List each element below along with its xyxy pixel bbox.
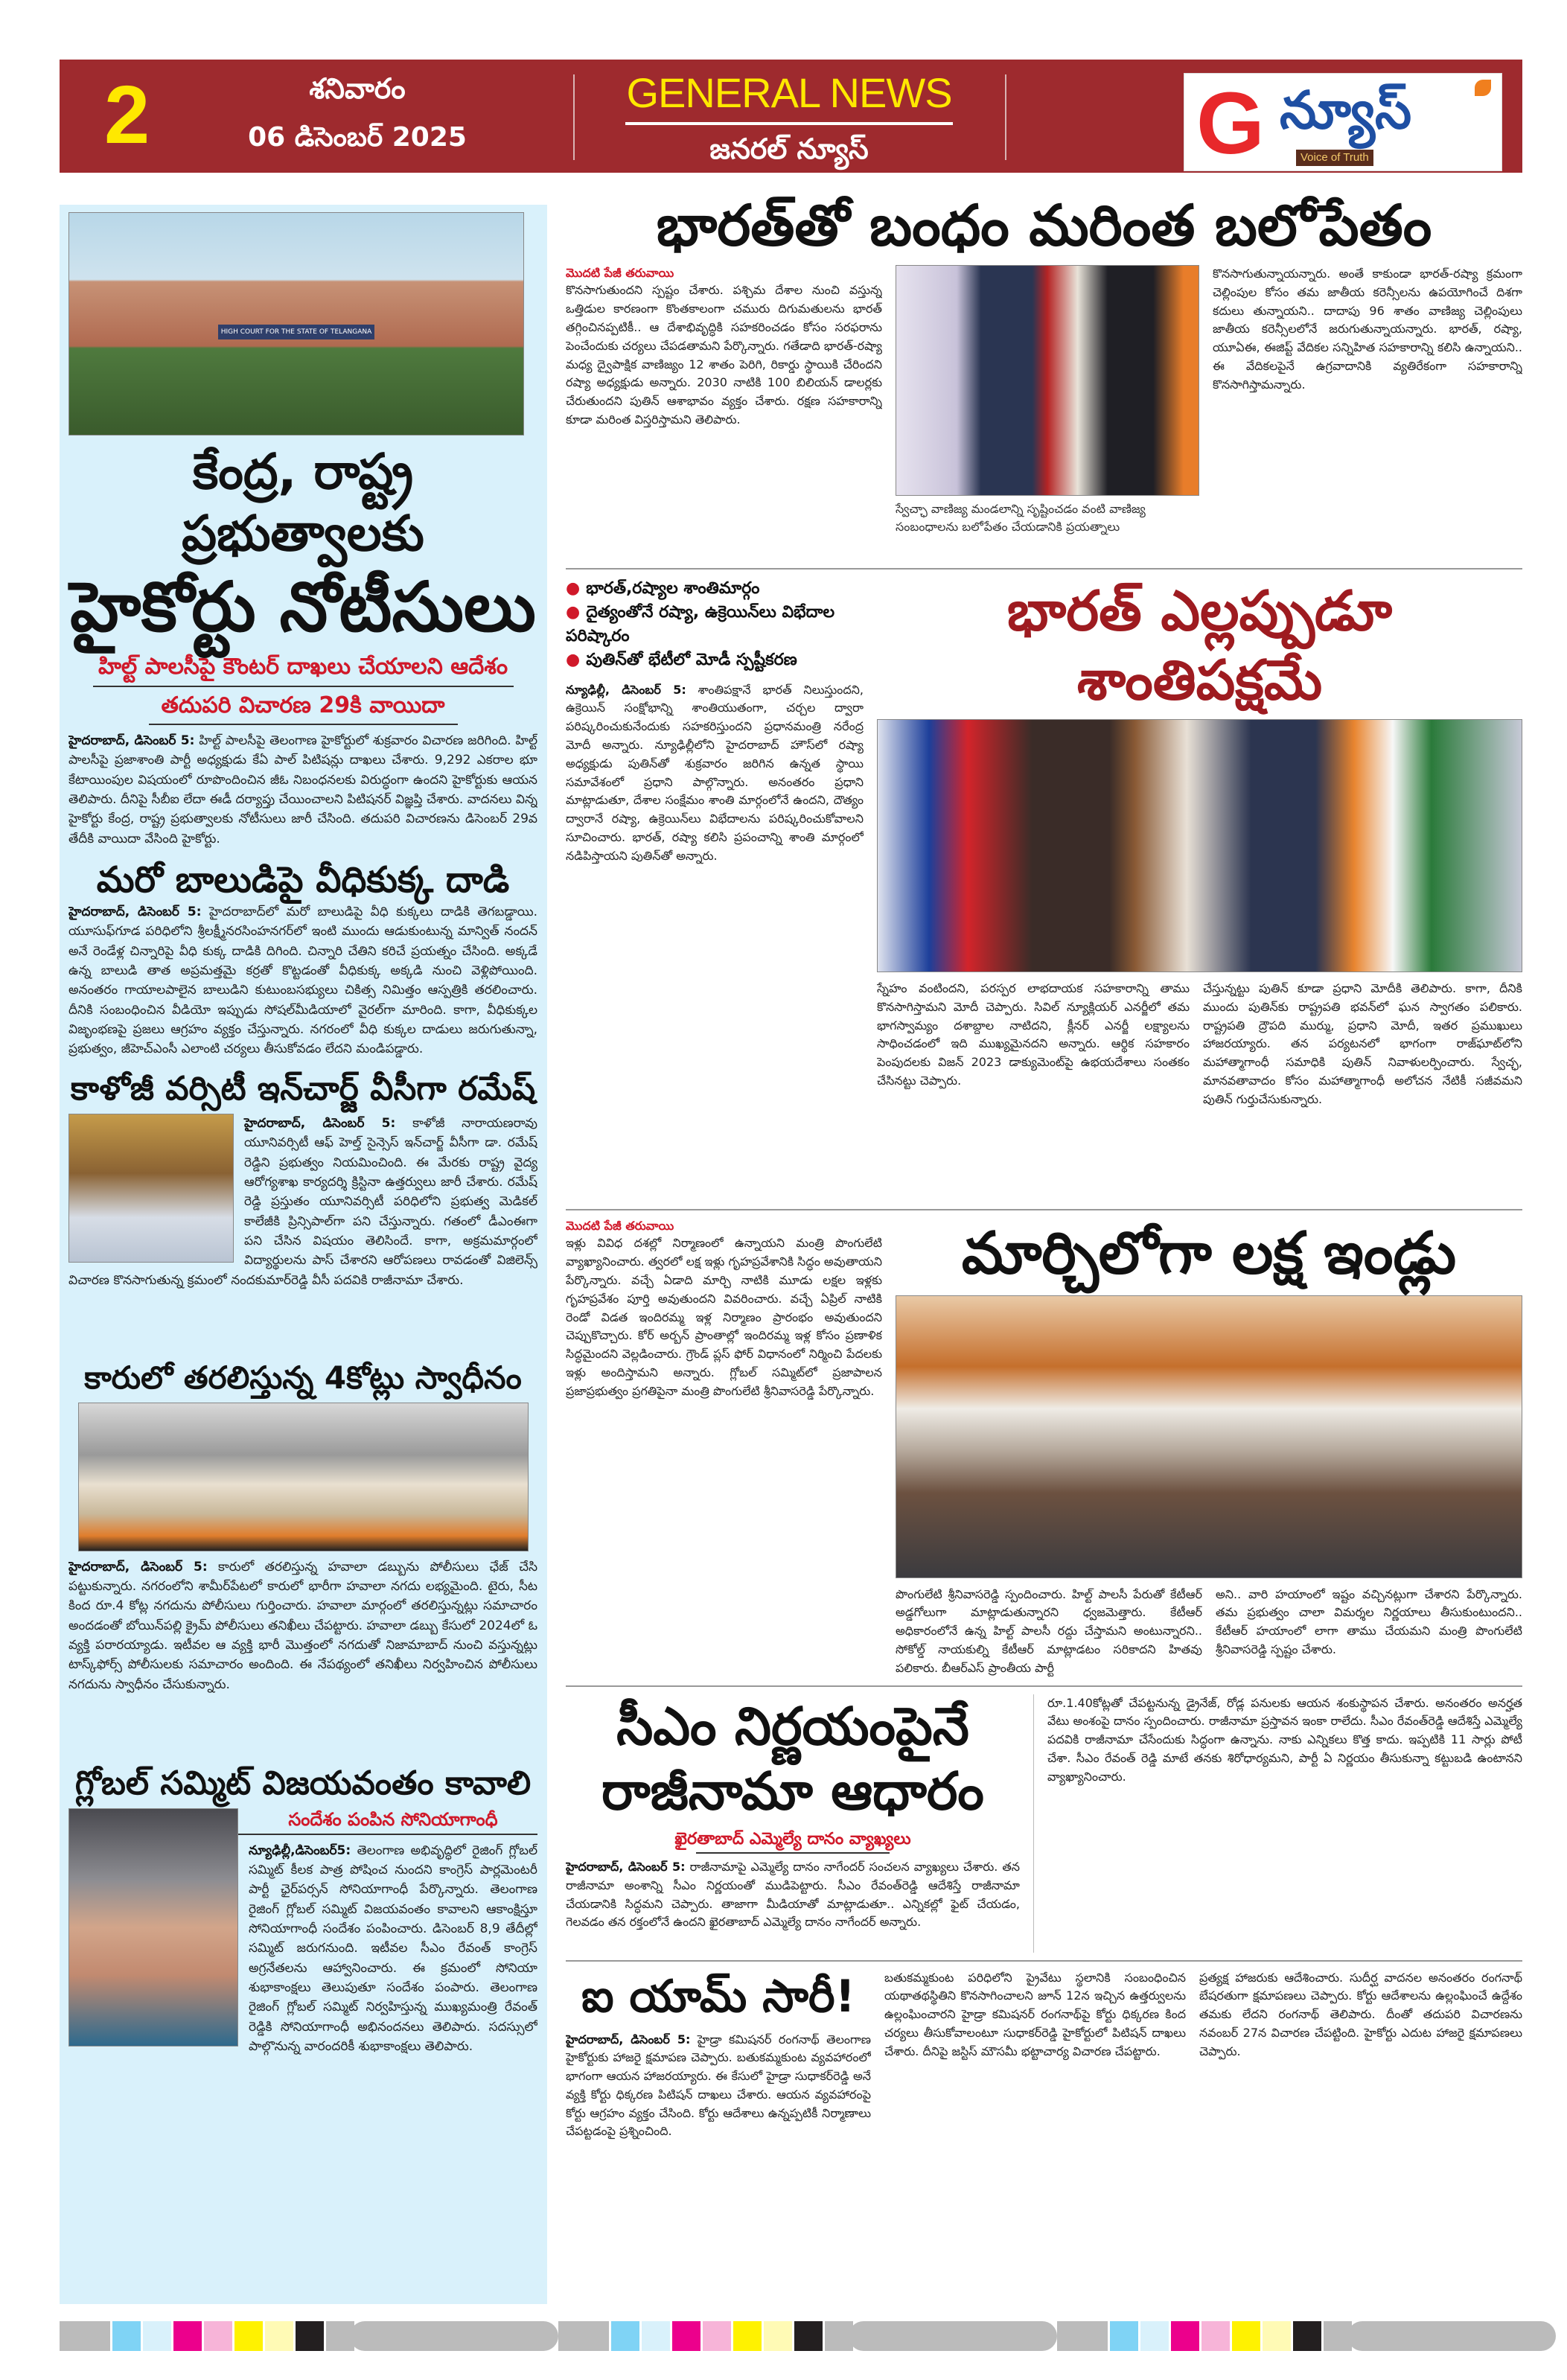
page-number: 2 xyxy=(104,69,150,161)
day: శనివారం xyxy=(309,72,406,105)
article-body xyxy=(68,1557,537,1754)
subheadline: హిల్ట్ పాలసీపై కౌంటర్ దాఖలు చేయాలని ఆదేశం xyxy=(98,654,508,680)
divider xyxy=(566,568,1522,570)
headline: హైకోర్టు నోటీసులు xyxy=(70,567,536,647)
article-body: అని.. వారి హయాంలో ఇష్టం వచ్చినట్లుగా చేశారని పేర్కొన్నారు. తమ ప్రభుత్వం చాలా విమర్శల నిర్ణయాలు తీసుకుంటుందని.. కేటీఆర్ హయాంలో లాగా తాము చేయమని మంత్రి పొంగులేటి శ్రీనివాసరెడ్డి స్పష్టం చేశారు. xyxy=(1216,1586,1522,1656)
divider xyxy=(93,686,514,687)
color-swatch xyxy=(764,2321,792,2351)
highlight-item: ● పుతిన్‌తో భేటీలో మోడీ స్పష్టీకరణ xyxy=(566,650,797,669)
article-body: రూ.1.40కోట్లతో చేపట్టనున్న డ్రైనేజ్, రోడ్ల పనులకు ఆయన శంకుస్థాపన చేశారు. అనంతరం అనర్హత వేటు అంశంపై దానం స్పందించారు. రాజీనామా ప్రస్తావన ఇంకా రాలేదు. సీఎం రేవంత్‌రెడ్డి ఆదేశిస్తే ఎమ్మెల్యే పదవికి రాజీనామా చేసేందుకు సిద్ధంగా ఉన్నాను. నాకు ఎన్నికలు కొత్త కాదు. ఇప్పటికి 11 సార్లు పోటీ చేశా. సీఎం రేవంత్ రెడ్డి మాటే తనకు శిరోధార్యమని, పార్టీ ఏ నిర్ణయం తీసుకున్నా కట్టుబడి ఉంటానని వ్యాఖ్యానించారు. xyxy=(1047,1695,1522,1784)
highlight-item: ● భారత్,రష్యాల శాంతిమార్గం xyxy=(566,579,760,598)
color-swatch xyxy=(143,2321,171,2351)
article-body xyxy=(68,1114,537,1350)
color-bar xyxy=(558,2321,855,2351)
logo-tagline: Voice of Truth xyxy=(1296,150,1373,166)
divider xyxy=(566,1685,1522,1687)
color-swatch xyxy=(112,2321,141,2351)
left-column-content xyxy=(68,212,537,2162)
color-swatch xyxy=(234,2321,263,2351)
seized-cash-photo xyxy=(78,1403,529,1551)
color-bar xyxy=(1057,2321,1354,2351)
high-court-photo xyxy=(68,212,524,436)
color-swatch xyxy=(1232,2321,1260,2351)
subheadline: ఖైరతాబాద్ ఎమ్మెల్యే దానం వ్యాఖ్యలు xyxy=(674,1829,911,1848)
color-swatch xyxy=(733,2321,762,2351)
color-bar xyxy=(60,2321,357,2351)
color-swatch xyxy=(1201,2321,1230,2351)
divider xyxy=(696,1852,890,1854)
color-swatch xyxy=(794,2321,823,2351)
divider xyxy=(1033,1694,1034,1953)
color-swatch xyxy=(60,2321,110,2351)
article-text: తెలంగాణ అభివృద్ధిలో రైజింగ్ గ్లోబల్ సమ్మిట్ కీలక పాత్ర పోషించ నుందని కాంగ్రెస్ పార్లమెంటరీ పార్టీ ఛైర్‌పర్సన్ సోనియాగాంధీ పేర్కొన్నారు. తెలంగాణ రైజింగ్ గ్లోబల్ సమ్మిట్ విజయవంతం కావాలని ఆకాంక్షిస్తూ సోనియాగాంధీ సందేశం పంపించారు. డిసెంబర్ 8,9 తేదీల్లో సమ్మిట్ జరుగనుంది. ఇటీవల సీఎం రేవంత్ కాంగ్రెస్ అగ్రనేతలను ఆహ్వానించారు. ఈ క్రమంలో సోనియా శుభాకాంక్షలు తెలుపుతూ సందేశం పంపారు. తెలంగాణ రైజింగ్ గ్లోబల్ సమ్మిట్ నిర్వహిస్తున్న ముఖ్యమంత్రి రేవంత్ రెడ్డికి సోనియాగాంధీ అభినందనలు తెలిపారు. సదస్సులో పాల్గొనున్న వారందరికీ శుభాకాంక్షలు తెలిపారు. xyxy=(249,1843,537,2054)
section-title-en: GENERAL NEWS xyxy=(626,69,952,116)
highlights-list xyxy=(566,577,864,672)
divider xyxy=(1005,74,1006,160)
housing-meeting-photo xyxy=(896,1295,1522,1578)
dateline: హైదరాబాద్, డిసెంబర్ 5: xyxy=(68,733,195,748)
article-body xyxy=(566,681,864,1202)
headline: భారత్ ఎల్లప్పుడూ శాంతిపక్షమే xyxy=(1006,579,1393,712)
headline: సీఎం నిర్ణయంపైనే xyxy=(616,1695,969,1757)
main-column xyxy=(566,190,1522,2209)
date: 06 డిసెంబర్ 2025 xyxy=(248,122,467,153)
dateline: హైదరాబాద్, డిసెంబర్ 5: xyxy=(244,1116,396,1131)
article-text: శాంతిపక్షానే భారత్ నిలుస్తుందని, ఉక్రెయిన్ సంక్షోభాన్ని శాంతియుతంగా, చర్చల ద్వారా పరిష్కరించుకునేందుకు సహకరిస్తుందని ప్రధానమంత్రి నరేంద్ర మోదీ అన్నారు. న్యూఢిల్లీలోని హైదరాబాద్ హౌస్‌లో రష్యా అధ్యక్షుడు పుతిన్‌తో శుక్రవారం జరిగిన ఉన్నత స్థాయి సమావేశంలో ప్రధాని పాల్గొన్నారు. అనంతరం ప్రధాని మాట్లాడుతూ, దేశాల సంక్షేమం శాంతి మార్గంలోనే ఉందని, దౌత్యం ద్వారానే రష్యా, ఉక్రెయిన్‌లు విభేదాలను పరిష్కరించుకోవాలని సూచించారు. భారత్, రష్యా కలిసి ప్రపంచాన్ని శాంతి మార్గంలో నడిపిస్తాయని పుతిన్‌తో అన్నారు. xyxy=(566,682,864,863)
article-body: ఇళ్లు వివిధ దశల్లో నిర్మాణంలో ఉన్నాయని మంత్రి పొంగులేటి వ్యాఖ్యానించారు. త్వరలో లక్ష ఇళ్లు గృహప్రవేశానికి సిద్ధం అవుతాయని పేర్కొన్నారు. వచ్చే ఏడాది మార్చి నాటికి మూడు లక్షల ఇళ్లకు గృహప్రవేశం పూర్తి అవుతుందని వివరించారు. వచ్చే ఏప్రిల్ నాటికి రెండో విడత ఇందిరమ్మ ఇళ్ల నిర్మాణం ప్రారంభం అవుతుందని చెప్పుకొచ్చారు. కోర్ అర్బన్ ప్రాంతాల్లో ఇందిరమ్మ ఇళ్ల కోసం ప్రణాళిక సిద్ధమైందని వెల్లడించారు. గ్రౌండ్ ప్లస్ ఫోర్ విధానంలో నిర్మించి పేదలకు ఇళ్లు అందిస్తామని అన్నారు. గ్లోబల్ సమ్మిట్‌లో ప్రజాపాలన ప్రజాప్రభుత్వం ప్రగతిపైనా మంత్రి పొంగులేటి శ్రీనివాసరెడ్డి పేర్కొన్నారు. xyxy=(566,1236,882,1398)
article-body: ప్రత్యక్ష హాజరుకు ఆదేశించారు. సుదీర్ఘ వాదనల అనంతరం రంగనాథ్ బేషరతుగా క్షమాపణలు చెప్పారు. కోర్టు ఆదేశాలను ఉల్లంఘించే ఉద్దేశం తమకు లేదని రంగనాథ్ తెలిపారు. దీంతో తదుపరి విచారణను నవంబర్ 27న విచారణ చేపట్టింది. హైకోర్టు ఎదుట హాజరై క్షమాపణలు చెప్పారు. xyxy=(1199,1970,1522,2058)
subheadline: తదుపరి విచారణ 29కి వాయిదా xyxy=(161,692,445,718)
article-text: కాళోజీ నారాయణరావు యూనివర్సిటీ ఆఫ్ హెల్త్ సైన్సెస్ ఇన్‌చార్జ్ వీసీగా డా. రమేష్ రెడ్డిని ప్రభుత్వం నియమించింది. ఈ మేరకు రాష్ట్ర వైద్య ఆరోగ్యశాఖ కార్యదర్శి క్రిస్టినా ఉత్తర్వులు జారీ చేశారు. రమేష్ రెడ్డి ప్రస్తుతం యూనివర్సిటీ పరిధిలోని ప్రభుత్వ మెడికల్ కాలేజీకి ప్రిన్సిపాల్‌గా పని చేస్తున్నారు. గతంలో డీఎంఈగా పని చేసిన విషయం తెలిసిందే. కాగా, అక్రమమార్గంలో విద్యార్థులను పాస్ చేశారని ఆరోపణలు రావడంతో విజిలెన్స్ విచారణ కొనసాగుతున్న క్రమంలో నందకుమార్‌రెడ్డి వీసీ పదవికి రాజీనామా చేశారు. xyxy=(68,1116,537,1288)
color-swatch xyxy=(642,2321,670,2351)
dateline: న్యూఢిల్లీ, డిసెంబర్ 5: xyxy=(566,682,686,697)
color-swatch xyxy=(672,2321,700,2351)
dateline: హైదరాబాద్, డిసెంబర్ 5: xyxy=(566,2032,691,2046)
headline: గ్లోబల్ సమ్మిట్ విజయవంతం కావాలి xyxy=(74,1764,532,1802)
logo-letter: G xyxy=(1196,74,1265,171)
subheadline: సందేశం పంపిన సోనియాగాంధీ xyxy=(68,1808,537,1835)
color-swatch xyxy=(173,2321,202,2351)
article-body: కొనసాగుతుందని స్పష్టం చేశారు. పశ్చిమ దేశాల నుంచి వస్తున్న ఒత్తిడుల కారణంగా కొంతకాలంగా చమురు దిగుమతులను భారత్ తగ్గించినప్పటికీ.. ఆ దేశాభివృద్ధికి సహకరించడం కోసం సరఫరాను పెంచేందుకు చర్యలు చేపడతామని పేర్కొన్నారు. గతేడాది భారత్-రష్యా మధ్య ద్వైపాక్షిక వాణిజ్యం 12 శాతం పెరిగి, రికార్డు స్థాయికి చేరిందని రష్యా అధ్యక్షుడు అన్నారు. 2030 నాటికి 100 బిలియన్ డాలర్లకు చేరుతుందని పుతిన్ ఆశాభావం వ్యక్తం చేశారు. రక్షణ సహకారాన్ని కూడా మరింత విస్తరిస్తామని తెలిపారు. xyxy=(566,283,882,427)
color-swatch xyxy=(1263,2321,1291,2351)
logo xyxy=(1184,73,1502,171)
divider xyxy=(149,724,458,725)
article-text: కారులో తరలిస్తున్న హవాలా డబ్బును పోలీసులు ఛేజ్ చేసి పట్టుకున్నారు. నగరంలోని శామీర్‌పేటలో కారులో భారీగా హవాలా నగదు లభ్యమైంది. టైరు, సీట కింద రూ.4 కోట్ల నగదును పోలీసులు గుర్తించారు. హవాలా మార్గంలో తరలిస్తున్నట్లు సమాచారం అందడంతో బోయిన్‌పల్లి క్రైమ్ పోలీసులు తనిఖీలు చేపట్టారు. హవాలా డబ్బు కేసులో 2024లో ఓ వ్యక్తి పరారయ్యాడు. ఇటీవల ఆ వ్యక్తి భారీ మొత్తంలో నగదుతో నిజామాబాద్ నుంచి వస్తున్నట్లు టాస్క్‌ఫోర్స్ పోలీసులకు సమాచారం అందింది. ఈ నేపథ్యంలో తనిఖీలు నిర్వహించిన పోలీసులు నగదును స్వాధీనం చేసుకున్నారు. xyxy=(68,1559,537,1692)
kicker: మొదటి పేజీ తరువాయి xyxy=(566,266,674,280)
color-swatch xyxy=(1171,2321,1199,2351)
highlight-item: ● దైత్యంతోనే రష్యా, ఉక్రెయిన్‌లు విభేదాల పరిష్కారం xyxy=(566,602,835,645)
article-body: పొంగులేటి శ్రీనివాసరెడ్డి స్పందించారు. హిల్ట్ పాలసీ పేరుతో కేటీఆర్ అడ్డగోలుగా మాట్లాడుతున్నారని ధ్వజమెత్తారు. కేటీఆర్ అధికారంలోనే ఉన్న హిల్ట్ పాలసీ రద్దు చేస్తామని అంటున్నారని.. సోకోల్డ్ నాయకుల్ని కేటీఆర్ మాట్లాడటం సరికాదని హితవు పలికారు. బీఆర్ఎస్ ప్రాంతీయ పార్టీ xyxy=(896,1586,1202,1675)
color-swatch xyxy=(611,2321,639,2351)
color-swatch xyxy=(1057,2321,1108,2351)
article-body: బతుకమ్మకుంట పరిధిలోని ప్రైవేటు స్థలానికి సంబంధించిన యథాతథస్థితిని కొనసాగించాలని జూన్ 12న ఇచ్చిన ఉత్తర్వులను ఉల్లంఘించారని హైడ్రా కమిషనర్ రంగనాథ్‌పై కోర్టు ధిక్కరణ కింద చర్యలు తీసుకోవాలంటూ సుధాకర్‌రెడ్డి హైకోర్టులో పిటిషన్ దాఖలు చేశారు. దీనిపై జస్టిస్ మౌసమీ భట్టాచార్య విచారణ చేపట్టారు. xyxy=(884,1970,1186,2058)
article-text: హైదరాబాద్‌లో మరో బాలుడిపై వీధి కుక్కలు దాడికి తెగబడ్డాయి. యూసుఫ్‌గూడ పరిధిలోని శ్రీలక్ష్మీనరసింహనగర్‌లో ఇంటి ముందు ఆడుకుంటున్న మాన్విత్ నందన్ అనే రెండేళ్ల చిన్నారిపై వీధి కుక్క దాడికి దిగింది. చిన్నారి చేతిని కరిచే ప్రయత్నం చేసింది. అక్కడే ఉన్న బాలుడి తాత అప్రమత్తమై కర్రతో కొట్టడంతో వీధికుక్క అక్కడి నుంచి వెళ్లిపోయింది. అనంతరం గాయాలపాలైన బాలుడిని కుటుంబసభ్యులు చికిత్స నిమిత్తం ఆస్పత్రికి తరలించారు. దీనికి సంబంధించిన వీడియో ఇప్పుడు సోషల్‌మీడియాలో వైరల్‌గా మారింది. కాగా, వీధికుక్కల విజృంభణపై ప్రజలు ఆగ్రహం వ్యక్తం చేస్తున్నారు. నగరంలో వీధి కుక్కల దాడులు జరుగుతున్నా, ప్రభుత్వం, జీహెచ్‌ఎంసీ ఎలాంటి చర్యలు తీసుకోవడం లేదని మండిపడ్డారు. xyxy=(68,905,537,1057)
putin-modi-photo xyxy=(896,265,1199,496)
headline: కారులో తరలిస్తున్న 4కోట్లు స్వాధీనం xyxy=(84,1359,522,1396)
headline: భారత్‌తో బంధం మరింత బలోపేతం xyxy=(656,192,1432,258)
article-text: రాజీనామాపై ఎమ్మెల్యే దానం నాగేందర్ సంచలన వ్యాఖ్యలు చేశారు. తన రాజీనామా అంశాన్ని సీఎం నిర్ణయంతో ముడిపెట్టారు. సీఎం రేవంత్‌రెడ్డి ఆదేశిస్తే రాజీనామా చేయడానికి సిద్ధమని చెప్పారు. తాజాగా మీడియాతో మాట్లాడుతూ.. ఎన్నికల్లో ఫైట్ చేయడం, గెలవడం తన రక్తంలోనే ఉందని ఖైరతాబాద్ ఎమ్మెల్యే దానం నాగేందర్ అన్నారు. xyxy=(566,1860,1020,1930)
color-swatch xyxy=(558,2321,609,2351)
ramesh-photo xyxy=(68,1114,234,1263)
color-swatch xyxy=(265,2321,293,2351)
article-body xyxy=(68,731,537,849)
divider xyxy=(566,1209,1522,1210)
article-body: కొనసాగుతున్నాయన్నారు. అంతే కాకుండా భారత్-రష్యా క్రమంగా చెల్లింపుల కోసం తమ జాతీయ కరెన్సీలను ఉపయోగించే దిశగా కదులు తున్నాయని.. దాదాపు 96 శాతం వాణిజ్య చెల్లింపులు జాతీయ కరెన్సీలలోనే జరుగుతున్నాయన్నారు. భారత్, రష్యా, యూఏఈ, ఈజిప్ట్ వేదికల సన్నిహిత సహకారాన్ని కలిసి ఉన్నాయని.. ఈ వేదికలపైనే ఉగ్రవాదానికి వ్యతిరేకంగా సహకారాన్ని కొనసాగిస్తామన్నారు. xyxy=(1213,267,1522,392)
section-title-te: జనరల్ న్యూస్ xyxy=(709,133,869,165)
gray-bar xyxy=(1347,2321,1556,2351)
kicker: మొదటి పేజీ తరువాయి xyxy=(566,1219,674,1233)
divider xyxy=(625,122,953,125)
article-body xyxy=(566,2031,871,2197)
dateline: న్యూఢిల్లీ,డిసెంబర్5: xyxy=(249,1843,351,1858)
headline: మార్చిలోగా లక్ష ఇండ్లు xyxy=(961,1220,1457,1287)
gray-bar xyxy=(849,2321,1057,2351)
modi-putin-meeting-photo xyxy=(877,719,1522,972)
dateline: హైదరాబాద్, డిసెంబర్ 5: xyxy=(68,905,202,919)
sonia-gandhi-photo xyxy=(68,1808,238,2046)
photo-caption: స్వేచ్ఛా వాణిజ్య మండలాన్ని సృష్టించడం వంటి వాణిజ్య సంబంధాలను బలోపేతం చేయడానికి ప్రయత్నాలు xyxy=(896,502,1146,534)
headline: ఐ యామ్ సారీ! xyxy=(581,1970,855,2023)
color-swatch xyxy=(1110,2321,1138,2351)
article-text: హిల్ట్ పాలసీపై తెలంగాణ హైకోర్టులో శుక్రవారం విచారణ జరిగింది. హిల్ట్ పాలసీపై ప్రజాశాంతి పార్టీ అధ్యక్షుడు కేఏ పాల్ పిటిషన్లు దాఖలు చేశారు. 9,292 ఎకరాల భూ కేటాయింపుల విషయంలో రూపొందించిన జీఓ నిబంధనలకు విరుద్ధంగా ఉందని హైకోర్టుకు ఆయన తెలిపారు. దీనిపై సీబీఐ లేదా ఈడీ దర్యాప్తు చేయించాలని పిటిషనర్ విజ్ఞప్తి చేశారు. వాదనలు విన్న హైకోర్టు కేంద్ర, రాష్ట్ర ప్రభుత్వాలకు నోటీసులు జారీ చేసింది. తదుపరి విచారణను డిసెంబర్ 29వ తేదీకి వాయిదా వేసింది హైకోర్టు. xyxy=(68,733,537,846)
article-body xyxy=(68,902,537,1059)
color-swatch xyxy=(296,2321,324,2351)
article-text: హైడ్రా కమిషనర్ రంగనాథ్ తెలంగాణ హైకోర్టుకు హాజరై క్షమాపణ చెప్పారు. బతుకమ్మకుంట వ్యవహారంలో భాగంగా ఆయన హాజరయ్యారు. ఈ కేసులో హైడ్రా సుధాకర్‌రెడ్డి అనే వ్యక్తి కోర్టు ధిక్కరణ పిటిషన్ దాఖలు చేశారు. ఆయన వ్యవహారంపై కోర్టు ఆగ్రహం వ్యక్తం చేసింది. కోర్టు ఆదేశాలు ఉన్నప్పటికీ నిర్మాణాలు చేపట్టడంపై ప్రశ్నించింది. xyxy=(566,2032,871,2139)
divider xyxy=(566,1960,1522,1962)
article-body xyxy=(68,1808,537,2162)
masthead xyxy=(60,60,1522,173)
article-body: చేస్తున్నట్టు పుతిన్ కూడా ప్రధాని మోదీకి తెలిపారు. కాగా, దీనికి ముందు పుతిన్‌కు రాష్ట్రపతి భవన్‌లో ఘన స్వాగతం పలికారు. రాష్ట్రపతి ద్రౌపది ముర్ము, ప్రధాని మోదీ, ఇతర ప్రముఖులు హాజరయ్యారు. తన పర్యటనలో భాగంగా రాజ్‌ఘాట్‌లోని మహాత్మాగాంధీ సమాధికి పుతిన్ నివాళులర్పించారు. స్వేచ్ఛ, మానవతావాదం కోసం మహాత్మాగాంధీ అలోచన నేటికీ సజీవమని పుతిన్ గుర్తుచేసుకున్నారు. xyxy=(1203,981,1522,1106)
bird-icon xyxy=(1475,80,1491,96)
article-body: స్నేహం వంటిందని, పరస్పర లాభదాయక సహకారాన్ని తాము కొనసాగిస్తామని మోదీ చెప్పారు. సివిల్ న్యూక్లియర్ ఎనర్జీలో తమ భాగస్వామ్యం దశాబ్దాల నాటిదని, క్లీనర్ ఎనర్జీ లక్ష్యాలను సాధించడంలో ఇది ముఖ్యమైనదని అన్నారు. ఆర్థిక సహకారం పెంపుదలకు విజన్ 2023 డాక్యుమెంట్‌పై ఉభయదేశాలు సంతకం చేసినట్టు చెప్పారు. xyxy=(877,981,1190,1088)
divider xyxy=(573,74,575,160)
color-swatch xyxy=(1293,2321,1321,2351)
gray-bar xyxy=(350,2321,558,2351)
dateline: హైదరాబాద్, డిసెంబర్ 5: xyxy=(68,1559,208,1575)
color-swatch xyxy=(703,2321,731,2351)
logo-text: న్యూస్ xyxy=(1280,80,1412,141)
article-body xyxy=(566,1858,1020,1932)
headline: కేంద్ర, రాష్ట్ర ప్రభుత్వాలకు xyxy=(182,443,424,562)
headline: కాళోజీ వర్సిటీ ఇన్‌చార్జ్ వీసీగా రమేష్ xyxy=(70,1070,536,1108)
headline: మరో బాలుడిపై వీధికుక్క దాడి xyxy=(96,859,510,901)
color-swatch xyxy=(204,2321,232,2351)
headline: రాజీనామా ఆధారం xyxy=(601,1761,984,1822)
color-swatch xyxy=(1140,2321,1169,2351)
dateline: హైదరాబాద్, డిసెంబర్ 5: xyxy=(566,1860,686,1874)
court-sign: HIGH COURT FOR THE STATE OF TELANGANA xyxy=(218,325,374,339)
